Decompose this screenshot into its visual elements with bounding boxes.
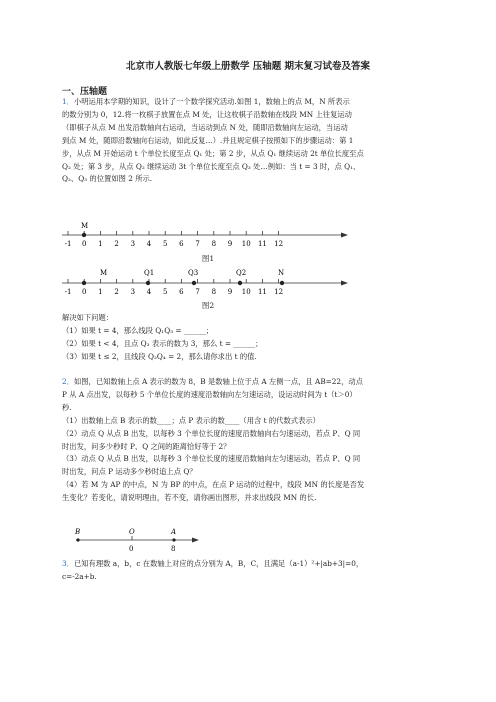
q1-subquestions (62, 312, 440, 364)
q1-line: Q₂、Q₃ 的位置如图 2 所示. (62, 174, 153, 184)
tick-label: 5 (162, 288, 168, 296)
q2-sub: （4）若 M 为 AP 的中点，N 为 BP 的中点，在点 P 运动的过程中，线段 MN 的长度是否发 (62, 480, 365, 490)
point-label-m: M (100, 269, 108, 277)
q2-line: P 从 A 点出发，以每秒 5 个单位长度的速度沿数轴向左匀速运动，设运动时间为 t（t＞0） (62, 389, 357, 399)
point-label-a: A (171, 528, 177, 536)
tick-label: 1 (98, 288, 103, 296)
q1-sub-2: （2）如果 t < 4，且点 Q₃ 表示的数为 3，那么 t = ______； (62, 338, 263, 348)
tick-label: -1 (64, 288, 72, 296)
q2-sub: （2）动点 Q 从点 B 出发，以每秒 3 个单位长度的速度沿数轴向右匀速运动，若点 P、Q 同 (62, 428, 361, 438)
tick-label: 4 (146, 240, 152, 248)
tick-label: 10 (241, 240, 251, 248)
q1-sub-3: （3）如果 t ≤ 2，且线段 Q₂Q₄ = 2，那么请你求出 t 的值. (62, 351, 257, 361)
tick-label: 3 (130, 240, 136, 248)
tick-label: 9 (227, 288, 233, 296)
question-3 (62, 558, 440, 584)
q2-line: 秒. (62, 402, 72, 412)
tick-label-0: 0 (129, 545, 134, 553)
tick-label: 4 (146, 288, 152, 296)
question-number: 1． (62, 97, 74, 106)
q1-line: 的数分别为 0，12.将一枚棋子放置在点 M 处，让这枚棋子沿数轴在线段 MN 上往复运动 (62, 109, 352, 119)
tick-label: 11 (257, 288, 267, 296)
tick-label: 0 (81, 240, 87, 248)
tick-label: 2 (114, 288, 119, 296)
q2-line: 如图，已知数轴上点 A 表示的数为 8，B 是数轴上位于点 A 左侧一点，且 AB=22，动点 (73, 377, 363, 386)
tick-label: 7 (195, 288, 200, 296)
question-1 (62, 96, 440, 186)
tick-label: 3 (130, 288, 136, 296)
section-heading: 一、压轴题 (62, 87, 108, 97)
figure-1-caption: 图1 (201, 254, 215, 263)
tick-label: 6 (179, 288, 184, 296)
tick-label: -1 (64, 240, 72, 248)
q2-sub: （1）出数轴上点 B 表示的数____；点 P 表示的数____（用含 t 的代数式表示） (62, 415, 320, 425)
tick-label: 10 (241, 288, 251, 296)
point-label-b: B (75, 528, 81, 536)
number-line-figure-2 (60, 266, 350, 300)
q1-line: 到点 M 处，随即沿数轴向右运动，如此反复…）.并且规定棋子按照如下的步骤运动：第 1 (62, 135, 354, 145)
tick-label: 11 (257, 240, 267, 248)
tick-label: 12 (274, 240, 284, 248)
number-line-figure-q2 (72, 525, 212, 555)
tick-label: 2 (114, 240, 119, 248)
tick-label-8: 8 (171, 545, 176, 553)
figure-2-caption: 图2 (201, 301, 215, 310)
question-2 (62, 376, 440, 505)
point-label-o: O (129, 528, 135, 536)
tick-label: 7 (195, 240, 200, 248)
tick-label: 12 (274, 288, 284, 296)
page-title: 北京市人教版七年级上册数学 压轴题 期末复习试卷及答案 (125, 61, 371, 72)
q1-line: 小明运用本学期的知识，设计了一个数学探究活动.如图 1，数轴上的点 M，N 所表示 (73, 97, 350, 106)
point-label-q3: Q3 (188, 269, 199, 277)
q3-line: c=-2a+b. (62, 571, 97, 581)
tick-label: 6 (179, 240, 184, 248)
q2-sub: （3）动点 Q 从点 B 出发，以每秒 3 个单位长度的速度沿数轴向左匀速运动，若点 P、Q 同 (62, 454, 361, 464)
point-label-q1: Q1 (144, 269, 155, 277)
question-number: 3． (62, 559, 74, 568)
q1-line: （即棋子从点 M 出发沿数轴向右运动，当运动到点 N 处，随即沿数轴向左运动，当运动 (62, 122, 348, 132)
tick-label: 5 (162, 240, 168, 248)
tick-label: 1 (98, 240, 103, 248)
tick-label: 9 (227, 240, 233, 248)
q2-sub: 时出发，问点 P 运动多少秒时追上点 Q？ (62, 467, 197, 477)
q3-line: 已知有理数 a，b，c 在数轴上对应的点分别为 A，B，C，且满足（a-1）²+|ab+3|=0， (73, 559, 364, 568)
q1-sub-1: （1）如果 t = 4，那么线段 Q₁Q₃ = ______； (62, 325, 214, 335)
question-number: 2． (62, 377, 74, 386)
q1-solve-label: 解决如下问题： (62, 313, 114, 322)
tick-label: 0 (81, 288, 87, 296)
point-label-n: N (278, 269, 285, 277)
q2-sub: 生变化？若变化，请说明理由，若不变，请你画出图形，并求出线段 MN 的长. (62, 493, 317, 503)
q2-sub: 时出发，问多少秒时 P、Q 之间的距离恰好等于 2？ (62, 441, 231, 451)
q1-line: 步，从点 M 开始运动 t 个单位长度至点 Q₁ 处；第 2 步，从点 Q₁ 继续运动 2t 单位长度至点 (62, 148, 364, 158)
point-label-q2: Q2 (236, 269, 247, 277)
point-label-m: M (81, 222, 89, 230)
tick-label: 8 (211, 240, 217, 248)
tick-label: 8 (211, 288, 217, 296)
number-line-figure-1 (60, 218, 350, 252)
q1-line: Q₂ 处；第 3 步，从点 Q₂ 继续运动 3t 个单位长度至点 Q₃ 处…例如：当 t = 3 时，点 Q₁、 (62, 161, 361, 171)
